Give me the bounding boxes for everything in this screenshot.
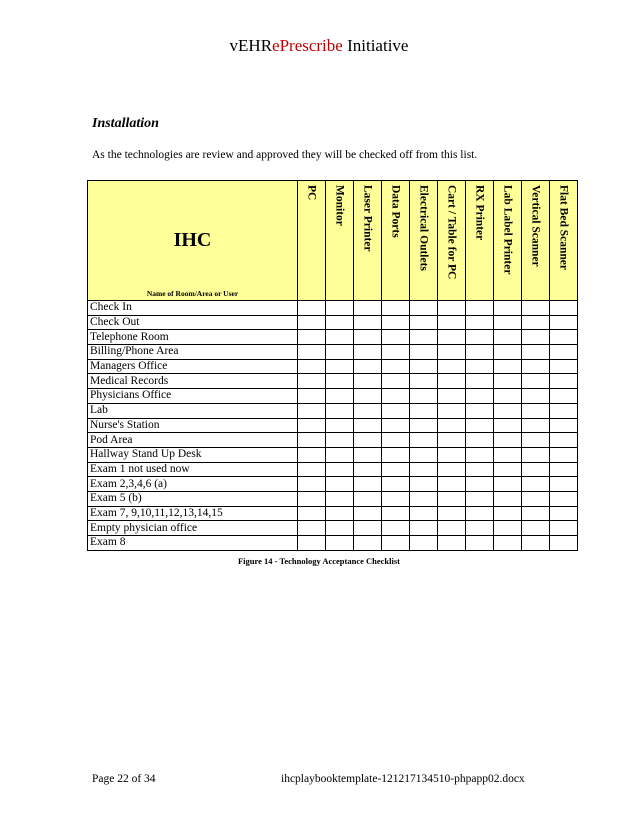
checklist-cell bbox=[522, 521, 550, 536]
room-name-cell: Check In bbox=[88, 301, 298, 316]
table-row bbox=[88, 359, 578, 374]
checklist-cell bbox=[494, 359, 522, 374]
checklist-cell bbox=[522, 491, 550, 506]
checklist-cell bbox=[298, 491, 326, 506]
room-name-cell: Lab bbox=[88, 403, 298, 418]
checklist-cell bbox=[494, 433, 522, 448]
table-row bbox=[88, 536, 578, 551]
checklist-cell bbox=[494, 521, 522, 536]
column-header-label: Cart / Table for PC bbox=[445, 185, 458, 280]
room-name-cell: Check Out bbox=[88, 315, 298, 330]
header-accent: ePrescribe bbox=[272, 36, 343, 55]
checklist-cell bbox=[298, 418, 326, 433]
checklist-cell bbox=[298, 447, 326, 462]
checklist-cell bbox=[354, 374, 382, 389]
room-name-cell: Managers Office bbox=[88, 359, 298, 374]
checklist-cell bbox=[326, 403, 354, 418]
checklist-cell bbox=[410, 521, 438, 536]
table-row bbox=[88, 491, 578, 506]
column-header bbox=[382, 181, 410, 301]
checklist-cell bbox=[494, 536, 522, 551]
footer-page-number: Page 22 of 34 bbox=[92, 773, 156, 785]
checklist-cell bbox=[494, 447, 522, 462]
checklist-cell bbox=[438, 403, 466, 418]
checklist-cell bbox=[410, 433, 438, 448]
checklist-cell bbox=[438, 462, 466, 477]
checklist-cell bbox=[382, 418, 410, 433]
checklist-cell bbox=[382, 359, 410, 374]
column-header-label: Electrical Outlets bbox=[417, 185, 430, 271]
column-header bbox=[410, 181, 438, 301]
checklist-cell bbox=[298, 462, 326, 477]
checklist-cell bbox=[522, 315, 550, 330]
checklist-cell bbox=[550, 315, 578, 330]
checklist-cell bbox=[354, 389, 382, 404]
checklist-cell bbox=[466, 447, 494, 462]
checklist-cell bbox=[494, 418, 522, 433]
checklist-cell bbox=[382, 506, 410, 521]
checklist-cell bbox=[410, 389, 438, 404]
checklist-cell bbox=[550, 462, 578, 477]
table-row bbox=[88, 330, 578, 345]
checklist-cell bbox=[410, 506, 438, 521]
checklist-cell bbox=[494, 374, 522, 389]
checklist-cell bbox=[522, 301, 550, 316]
checklist-cell bbox=[438, 301, 466, 316]
table-row bbox=[88, 315, 578, 330]
checklist-cell bbox=[438, 477, 466, 492]
checklist-cell bbox=[326, 433, 354, 448]
checklist-cell bbox=[522, 330, 550, 345]
checklist-cell bbox=[410, 315, 438, 330]
checklist-cell bbox=[354, 315, 382, 330]
checklist-cell bbox=[354, 462, 382, 477]
table-row bbox=[88, 418, 578, 433]
checklist-cell bbox=[522, 345, 550, 360]
checklist-cell bbox=[326, 301, 354, 316]
checklist-cell bbox=[298, 330, 326, 345]
checklist-cell bbox=[494, 506, 522, 521]
checklist-cell bbox=[298, 345, 326, 360]
table-row bbox=[88, 521, 578, 536]
checklist-cell bbox=[466, 301, 494, 316]
table-row bbox=[88, 374, 578, 389]
room-name-cell: Empty physician office bbox=[88, 521, 298, 536]
checklist-cell bbox=[298, 477, 326, 492]
checklist-cell bbox=[438, 374, 466, 389]
checklist-cell bbox=[326, 506, 354, 521]
checklist-cell bbox=[410, 330, 438, 345]
checklist-cell bbox=[354, 345, 382, 360]
checklist-cell bbox=[466, 506, 494, 521]
checklist-cell bbox=[298, 301, 326, 316]
checklist-cell bbox=[410, 536, 438, 551]
checklist-cell bbox=[326, 462, 354, 477]
checklist-cell bbox=[326, 418, 354, 433]
checklist-cell bbox=[354, 491, 382, 506]
checklist-cell bbox=[550, 506, 578, 521]
checklist-cell bbox=[354, 418, 382, 433]
checklist-cell bbox=[382, 403, 410, 418]
column-header-label: Data Ports bbox=[389, 185, 402, 238]
checklist-cell bbox=[550, 447, 578, 462]
checklist-cell bbox=[410, 462, 438, 477]
checklist-cell bbox=[354, 536, 382, 551]
room-name-cell: Exam 8 bbox=[88, 536, 298, 551]
checklist-cell bbox=[298, 433, 326, 448]
checklist-cell bbox=[382, 301, 410, 316]
header-prefix: vEHR bbox=[229, 36, 273, 55]
checklist-cell bbox=[522, 389, 550, 404]
checklist-cell bbox=[382, 491, 410, 506]
checklist-cell bbox=[382, 462, 410, 477]
column-header-label: RX Printer bbox=[473, 185, 486, 241]
table-row bbox=[88, 477, 578, 492]
checklist-cell bbox=[382, 374, 410, 389]
table-row bbox=[88, 345, 578, 360]
intro-text: As the technologies are review and approved they will be checked off from this list. bbox=[92, 149, 478, 161]
checklist-cell bbox=[550, 477, 578, 492]
table-row bbox=[88, 403, 578, 418]
room-name-cell: Telephone Room bbox=[88, 330, 298, 345]
checklist-cell bbox=[354, 330, 382, 345]
checklist-cell bbox=[298, 521, 326, 536]
checklist-cell bbox=[410, 477, 438, 492]
checklist-cell bbox=[438, 389, 466, 404]
checklist-cell bbox=[382, 433, 410, 448]
checklist-cell bbox=[438, 447, 466, 462]
column-header bbox=[494, 181, 522, 301]
checklist-cell bbox=[410, 301, 438, 316]
checklist-cell bbox=[410, 345, 438, 360]
checklist-cell bbox=[438, 491, 466, 506]
room-name-cell: Exam 1 not used now bbox=[88, 462, 298, 477]
checklist-cell bbox=[354, 403, 382, 418]
checklist-cell bbox=[382, 315, 410, 330]
checklist-cell bbox=[326, 521, 354, 536]
checklist-cell bbox=[354, 447, 382, 462]
section-title: Installation bbox=[92, 116, 159, 131]
checklist-cell bbox=[298, 403, 326, 418]
checklist-cell bbox=[326, 345, 354, 360]
column-header-label: Laser Printer bbox=[361, 185, 374, 252]
checklist-cell bbox=[522, 536, 550, 551]
header-suffix: Initiative bbox=[342, 36, 409, 55]
column-header bbox=[354, 181, 382, 301]
checklist-cell bbox=[298, 359, 326, 374]
checklist-cell bbox=[382, 521, 410, 536]
column-header-label: Lab Label Printer bbox=[501, 185, 514, 275]
technology-checklist-table bbox=[87, 180, 578, 551]
room-name-cell: Physicians Office bbox=[88, 389, 298, 404]
checklist-cell bbox=[550, 374, 578, 389]
column-header bbox=[466, 181, 494, 301]
checklist-cell bbox=[466, 418, 494, 433]
checklist-cell bbox=[494, 301, 522, 316]
checklist-cell bbox=[494, 389, 522, 404]
checklist-cell bbox=[466, 330, 494, 345]
checklist-cell bbox=[522, 477, 550, 492]
checklist-cell bbox=[438, 330, 466, 345]
checklist-cell bbox=[410, 374, 438, 389]
column-header-label: Flat Bed Scanner bbox=[557, 185, 570, 270]
table-row bbox=[88, 447, 578, 462]
column-header-label: Vertical Scanner bbox=[529, 185, 542, 267]
checklist-cell bbox=[354, 433, 382, 448]
checklist-cell bbox=[410, 491, 438, 506]
checklist-cell bbox=[438, 345, 466, 360]
room-name-cell: Exam 2,3,4,6 (a) bbox=[88, 477, 298, 492]
checklist-cell bbox=[438, 359, 466, 374]
column-header bbox=[438, 181, 466, 301]
room-name-cell: Hallway Stand Up Desk bbox=[88, 447, 298, 462]
checklist-cell bbox=[326, 447, 354, 462]
checklist-cell bbox=[466, 374, 494, 389]
room-name-cell: Billing/Phone Area bbox=[88, 345, 298, 360]
checklist-cell bbox=[494, 330, 522, 345]
checklist-cell bbox=[298, 315, 326, 330]
checklist-cell bbox=[466, 389, 494, 404]
table-header-row bbox=[88, 181, 578, 301]
checklist-cell bbox=[410, 359, 438, 374]
checklist-cell bbox=[326, 491, 354, 506]
checklist-cell bbox=[298, 389, 326, 404]
checklist-cell bbox=[354, 506, 382, 521]
table-body bbox=[88, 301, 578, 551]
table-row bbox=[88, 506, 578, 521]
room-name-cell: Exam 7, 9,10,11,12,13,14,15 bbox=[88, 506, 298, 521]
checklist-cell bbox=[438, 506, 466, 521]
checklist-cell bbox=[354, 359, 382, 374]
checklist-cell bbox=[550, 389, 578, 404]
checklist-cell bbox=[522, 374, 550, 389]
checklist-cell bbox=[326, 477, 354, 492]
room-name-cell: Pod Area bbox=[88, 433, 298, 448]
checklist-cell bbox=[410, 403, 438, 418]
checklist-cell bbox=[410, 418, 438, 433]
checklist-cell bbox=[522, 462, 550, 477]
checklist-cell bbox=[550, 403, 578, 418]
checklist-cell bbox=[550, 345, 578, 360]
column-header bbox=[326, 181, 354, 301]
checklist-cell bbox=[438, 433, 466, 448]
checklist-cell bbox=[298, 374, 326, 389]
checklist-cell bbox=[550, 359, 578, 374]
checklist-cell bbox=[466, 403, 494, 418]
checklist-cell bbox=[522, 403, 550, 418]
column-header bbox=[522, 181, 550, 301]
checklist-cell bbox=[326, 389, 354, 404]
checklist-cell bbox=[438, 418, 466, 433]
checklist-cell bbox=[494, 315, 522, 330]
document-header bbox=[0, 36, 638, 56]
checklist-cell bbox=[382, 389, 410, 404]
checklist-cell bbox=[466, 433, 494, 448]
checklist-cell bbox=[382, 330, 410, 345]
checklist-cell bbox=[550, 536, 578, 551]
checklist-cell bbox=[550, 521, 578, 536]
checklist-cell bbox=[298, 536, 326, 551]
checklist-cell bbox=[438, 521, 466, 536]
checklist-cell bbox=[494, 345, 522, 360]
room-name-cell: Medical Records bbox=[88, 374, 298, 389]
column-header-label: PC bbox=[305, 185, 318, 201]
room-title: IHC bbox=[173, 229, 212, 251]
checklist-cell bbox=[550, 418, 578, 433]
column-header bbox=[550, 181, 578, 301]
checklist-cell bbox=[522, 359, 550, 374]
checklist-cell bbox=[326, 536, 354, 551]
checklist-cell bbox=[550, 330, 578, 345]
footer-filename: ihcplaybooktemplate-121217134510-phpapp02.docx bbox=[281, 773, 525, 785]
checklist-cell bbox=[494, 477, 522, 492]
checklist-cell bbox=[298, 506, 326, 521]
checklist-cell bbox=[354, 521, 382, 536]
checklist-cell bbox=[382, 477, 410, 492]
checklist-cell bbox=[522, 418, 550, 433]
checklist-cell bbox=[382, 447, 410, 462]
checklist-cell bbox=[466, 536, 494, 551]
checklist-cell bbox=[382, 536, 410, 551]
checklist-cell bbox=[466, 477, 494, 492]
checklist-cell bbox=[354, 301, 382, 316]
checklist-cell bbox=[466, 359, 494, 374]
checklist-cell bbox=[550, 301, 578, 316]
checklist-cell bbox=[522, 433, 550, 448]
room-name-cell: Nurse's Station bbox=[88, 418, 298, 433]
checklist-cell bbox=[494, 462, 522, 477]
checklist-cell bbox=[466, 491, 494, 506]
checklist-cell bbox=[522, 447, 550, 462]
table-row bbox=[88, 301, 578, 316]
checklist-cell bbox=[438, 536, 466, 551]
table-row bbox=[88, 462, 578, 477]
checklist-cell bbox=[354, 477, 382, 492]
checklist-cell bbox=[326, 330, 354, 345]
checklist-cell bbox=[326, 359, 354, 374]
table-row bbox=[88, 433, 578, 448]
checklist-cell bbox=[382, 345, 410, 360]
room-subtitle: Name of Room/Area or User bbox=[146, 289, 239, 298]
column-header bbox=[298, 181, 326, 301]
table-row bbox=[88, 389, 578, 404]
checklist-cell bbox=[466, 345, 494, 360]
checklist-cell bbox=[466, 521, 494, 536]
checklist-cell bbox=[466, 315, 494, 330]
checklist-cell bbox=[438, 315, 466, 330]
figure-caption: Figure 14 - Technology Acceptance Checklist bbox=[237, 556, 401, 566]
room-name-cell: Exam 5 (b) bbox=[88, 491, 298, 506]
checklist-cell bbox=[326, 374, 354, 389]
checklist-cell bbox=[522, 506, 550, 521]
checklist-cell bbox=[550, 433, 578, 448]
checklist-cell bbox=[494, 403, 522, 418]
column-header-label: Monitor bbox=[333, 185, 346, 226]
checklist-cell bbox=[466, 462, 494, 477]
checklist-cell bbox=[550, 491, 578, 506]
checklist-cell bbox=[410, 447, 438, 462]
checklist-cell bbox=[494, 491, 522, 506]
room-column-header bbox=[88, 181, 298, 301]
checklist-cell bbox=[326, 315, 354, 330]
